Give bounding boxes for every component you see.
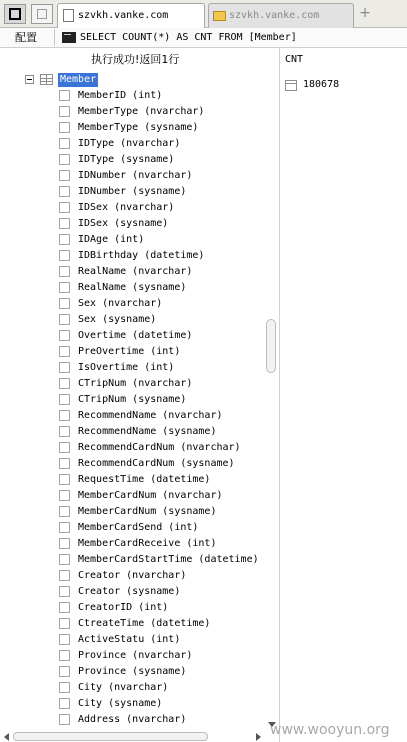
tree-column-item[interactable] <box>0 248 265 264</box>
tree-column-item[interactable] <box>0 104 265 120</box>
column-label: RequestTime (datetime) <box>78 474 211 485</box>
tree-column-item[interactable] <box>0 392 265 408</box>
column-checkbox-icon[interactable] <box>59 490 70 501</box>
scroll-left-icon[interactable] <box>4 733 9 741</box>
column-label: RecommendName (nvarchar) <box>78 410 223 421</box>
column-checkbox-icon[interactable] <box>59 602 70 613</box>
execution-status: 执行成功!返回1行 <box>91 53 180 66</box>
panel-icon <box>9 8 21 20</box>
tree-column-item[interactable] <box>0 504 265 520</box>
panel-divider[interactable] <box>279 48 280 742</box>
column-checkbox-icon[interactable] <box>59 394 70 405</box>
scroll-right-icon[interactable] <box>256 733 261 741</box>
column-checkbox-icon[interactable] <box>59 186 70 197</box>
column-checkbox-icon[interactable] <box>59 330 70 341</box>
query-toolbar <box>0 28 407 48</box>
column-checkbox-icon[interactable] <box>59 426 70 437</box>
column-label: RecommendName (sysname) <box>78 426 217 437</box>
tree-column-item[interactable] <box>0 664 265 680</box>
column-checkbox-icon[interactable] <box>59 650 70 661</box>
column-checkbox-icon[interactable] <box>59 698 70 709</box>
column-checkbox-icon[interactable] <box>59 282 70 293</box>
column-label: IDType (nvarchar) <box>78 138 181 149</box>
column-checkbox-icon[interactable] <box>59 90 70 101</box>
row-icon <box>285 80 297 91</box>
column-label: IDNumber (nvarchar) <box>78 170 193 181</box>
tree-column-item[interactable] <box>0 120 265 136</box>
column-label: Sex (sysname) <box>78 314 157 325</box>
column-checkbox-icon[interactable] <box>59 170 70 181</box>
column-label: ActiveStatu (int) <box>78 634 181 645</box>
column-checkbox-icon[interactable] <box>59 154 70 165</box>
tab-label: szvkh.vanke.com <box>229 10 320 21</box>
column-label: Creator (sysname) <box>78 586 181 597</box>
tree-column-item[interactable] <box>0 88 265 104</box>
column-label: IDAge (int) <box>78 234 145 245</box>
column-checkbox-icon[interactable] <box>59 714 70 725</box>
column-label: IDSex (sysname) <box>78 218 169 229</box>
tree-vertical-scrollbar[interactable] <box>265 72 278 732</box>
column-label: IDNumber (sysname) <box>78 186 187 197</box>
column-label: Creator (nvarchar) <box>78 570 187 581</box>
tree-column-item[interactable] <box>0 280 265 296</box>
tree-column-item[interactable] <box>0 488 265 504</box>
tree-column-item[interactable] <box>0 616 265 632</box>
column-label: RealName (nvarchar) <box>78 266 193 277</box>
column-checkbox-icon[interactable] <box>59 298 70 309</box>
column-checkbox-icon[interactable] <box>59 314 70 325</box>
terminal-icon <box>62 32 76 43</box>
column-label: PreOvertime (int) <box>78 346 181 357</box>
tree-column-item[interactable] <box>0 520 265 536</box>
column-label: IDSex (nvarchar) <box>78 202 175 213</box>
column-label: Overtime (datetime) <box>78 330 193 341</box>
tree-column-item[interactable] <box>0 232 265 248</box>
tree-column-item[interactable] <box>0 296 265 312</box>
column-checkbox-icon[interactable] <box>59 586 70 597</box>
column-label: RecommendCardNum (sysname) <box>78 458 235 469</box>
tree-column-item[interactable] <box>0 312 265 328</box>
column-checkbox-icon[interactable] <box>59 634 70 645</box>
result-row[interactable] <box>285 77 395 93</box>
table-name[interactable]: Member <box>60 74 97 85</box>
new-tab-button[interactable] <box>358 5 372 21</box>
column-checkbox-icon[interactable] <box>59 618 70 629</box>
tree-column-item[interactable] <box>0 696 265 712</box>
column-label: Sex (nvarchar) <box>78 298 163 309</box>
tree-column-item[interactable] <box>0 408 265 424</box>
column-checkbox-icon[interactable] <box>59 442 70 453</box>
column-label: MemberType (nvarchar) <box>78 106 205 117</box>
column-label: MemberID (int) <box>78 90 163 101</box>
tree-horizontal-scrollbar[interactable] <box>0 731 279 742</box>
watermark: www.wooyun.org <box>270 722 390 738</box>
page-icon <box>63 9 74 22</box>
tree-column-item[interactable] <box>0 456 265 472</box>
tree-column-item[interactable] <box>0 680 265 696</box>
column-checkbox-icon[interactable] <box>59 250 70 261</box>
column-label: IDType (sysname) <box>78 154 175 165</box>
column-label: RealName (sysname) <box>78 282 187 293</box>
tree-column-item[interactable] <box>0 216 265 232</box>
column-label: IsOvertime (int) <box>78 362 175 373</box>
table-icon <box>40 74 53 85</box>
column-checkbox-icon[interactable] <box>59 266 70 277</box>
column-checkbox-icon[interactable] <box>59 506 70 517</box>
result-column-header: CNT <box>285 54 304 65</box>
column-checkbox-icon[interactable] <box>59 474 70 485</box>
panel-toggle-button[interactable] <box>4 4 26 24</box>
column-checkbox-icon[interactable] <box>59 666 70 677</box>
column-label: CtreateTime (datetime) <box>78 618 211 629</box>
column-label: CreatorID (int) <box>78 602 169 613</box>
tree-column-item[interactable] <box>0 584 265 600</box>
toolbar-divider <box>54 29 55 46</box>
panel-secondary-button[interactable] <box>31 4 53 24</box>
column-checkbox-icon[interactable] <box>59 362 70 373</box>
column-label: IDBirthday (datetime) <box>78 250 205 261</box>
column-label: City (nvarchar) <box>78 682 169 693</box>
plus-icon: + <box>359 5 371 21</box>
tree-column-item[interactable] <box>0 360 265 376</box>
column-checkbox-icon[interactable] <box>59 218 70 229</box>
column-label: City (sysname) <box>78 698 163 709</box>
column-label: MemberCardNum (nvarchar) <box>78 490 223 501</box>
tree-column-item[interactable] <box>0 376 265 392</box>
tree-column-item[interactable] <box>0 552 265 568</box>
tree-column-item[interactable] <box>0 136 265 152</box>
column-label: MemberCardNum (sysname) <box>78 506 217 517</box>
tab-bar <box>0 0 407 28</box>
column-label: CTripNum (nvarchar) <box>78 378 193 389</box>
scroll-thumb[interactable] <box>266 319 276 373</box>
panel-icon <box>37 9 47 19</box>
tree-column-item[interactable] <box>0 600 265 616</box>
column-checkbox-icon[interactable] <box>59 234 70 245</box>
config-button[interactable]: 配置 <box>15 31 37 44</box>
column-checkbox-icon[interactable] <box>59 378 70 389</box>
tree-column-item[interactable] <box>0 472 265 488</box>
column-label: Province (nvarchar) <box>78 650 193 661</box>
tree-column-item[interactable] <box>0 712 265 728</box>
column-checkbox-icon[interactable] <box>59 682 70 693</box>
tree-column-item[interactable] <box>0 264 265 280</box>
column-list <box>0 88 265 728</box>
tab-szvkh-inactive[interactable] <box>208 3 354 28</box>
column-checkbox-icon[interactable] <box>59 554 70 565</box>
tab-szvkh-active[interactable] <box>57 3 205 28</box>
column-checkbox-icon[interactable] <box>59 410 70 421</box>
tree-root-member[interactable] <box>0 72 265 88</box>
column-label: RecommendCardNum (nvarchar) <box>78 442 241 453</box>
tree-column-item[interactable] <box>0 344 265 360</box>
column-checkbox-icon[interactable] <box>59 522 70 533</box>
column-checkbox-icon[interactable] <box>59 138 70 149</box>
column-label: MemberCardStartTime (datetime) <box>78 554 259 565</box>
column-checkbox-icon[interactable] <box>59 538 70 549</box>
column-checkbox-icon[interactable] <box>59 106 70 117</box>
tab-label: szvkh.vanke.com <box>78 10 169 21</box>
column-checkbox-icon[interactable] <box>59 570 70 581</box>
column-checkbox-icon[interactable] <box>59 202 70 213</box>
tree-column-item[interactable] <box>0 440 265 456</box>
tree-column-item[interactable] <box>0 152 265 168</box>
scroll-thumb[interactable] <box>13 732 208 741</box>
result-value: 180678 <box>303 79 340 90</box>
sql-query-input[interactable]: SELECT COUNT(*) AS CNT FROM [Member] <box>80 32 297 43</box>
tree-column-item[interactable] <box>0 536 265 552</box>
folder-icon <box>213 11 226 21</box>
column-label: Province (sysname) <box>78 666 187 677</box>
column-checkbox-icon[interactable] <box>59 346 70 357</box>
column-label: CTripNum (sysname) <box>78 394 187 405</box>
column-label: Address (nvarchar) <box>78 714 187 725</box>
tree-column-item[interactable] <box>0 632 265 648</box>
tree-column-item[interactable] <box>0 648 265 664</box>
tree-column-item[interactable] <box>0 200 265 216</box>
column-label: MemberCardReceive (int) <box>78 538 217 549</box>
tree-column-item[interactable] <box>0 184 265 200</box>
tree-column-item[interactable] <box>0 424 265 440</box>
collapse-icon[interactable] <box>25 75 34 84</box>
schema-tree <box>0 72 265 732</box>
column-checkbox-icon[interactable] <box>59 458 70 469</box>
tree-column-item[interactable] <box>0 168 265 184</box>
column-label: MemberType (sysname) <box>78 122 199 133</box>
tree-column-item[interactable] <box>0 568 265 584</box>
column-label: MemberCardSend (int) <box>78 522 199 533</box>
column-checkbox-icon[interactable] <box>59 122 70 133</box>
tree-column-item[interactable] <box>0 328 265 344</box>
